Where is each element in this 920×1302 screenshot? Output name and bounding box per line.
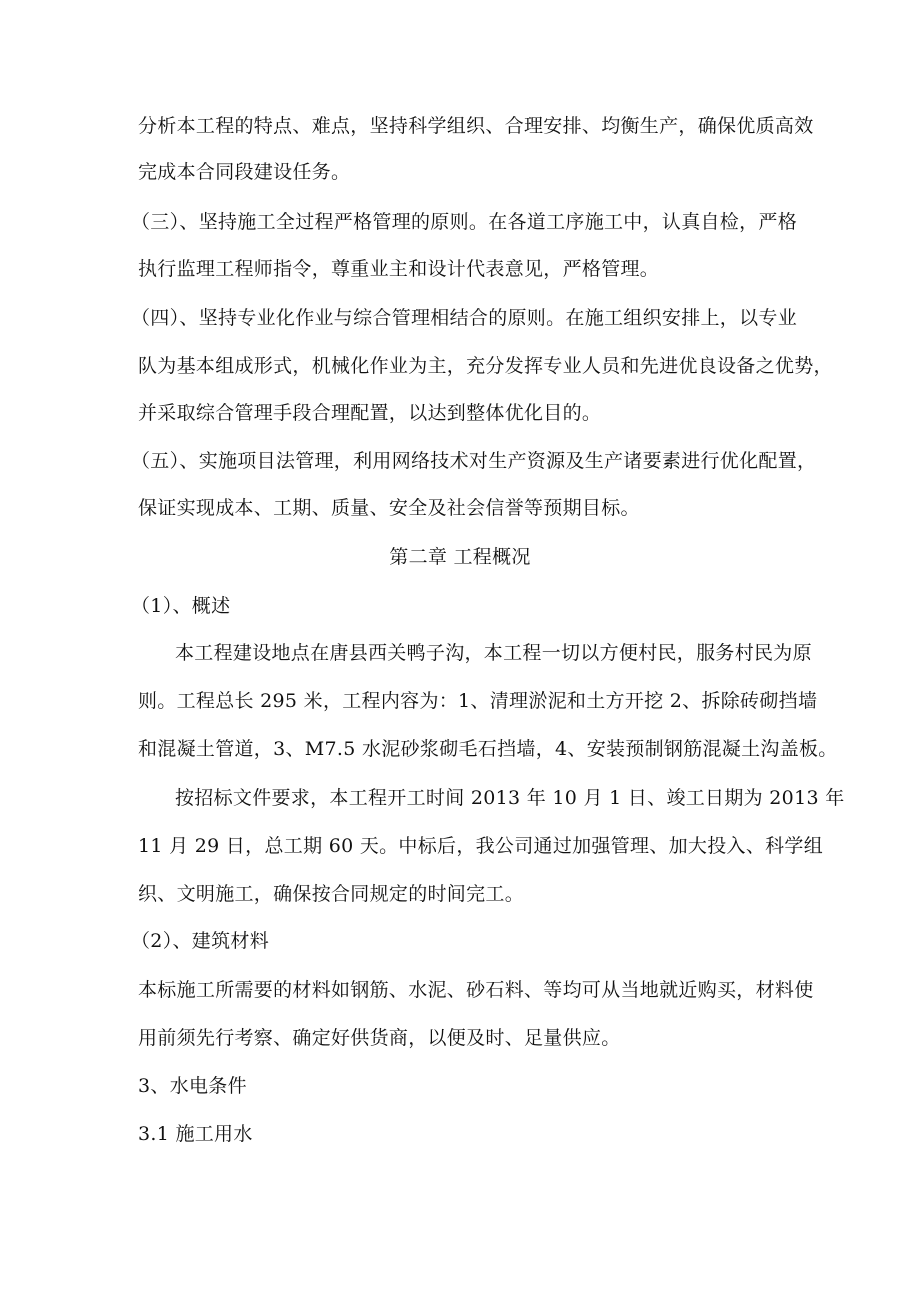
section-heading-utilities: 3、水电条件 (138, 1075, 247, 1097)
paragraph-line: 则。工程总长 295 米，工程内容为：1、清理淤泥和土方开挖 2、拆除砖砌挡墙 (138, 690, 818, 712)
paragraph-line: 本工程建设地点在唐县西关鸭子沟，本工程一切以方便村民，服务村民为原 (175, 642, 812, 664)
principle-three-line: （三）、坚持施工全过程严格管理的原则。在各道工序施工中，认真自检，严格 (131, 211, 798, 233)
principle-four-line: （四）、坚持专业化作业与综合管理相结合的原则。在施工组织安排上，以专业 (131, 307, 798, 329)
paragraph-line: 按招标文件要求，本工程开工时间 2013 年 10 月 1 日、竣工日期为 2013 年 (175, 787, 845, 809)
paragraph-line: 和混凝土管道，3、M7.5 水泥砂浆砌毛石挡墙，4、安装预制钢筋混凝土沟盖板。 (138, 738, 838, 760)
principle-five-line: （五）、实施项目法管理，利用网络技术对生产资源及生产诸要素进行优化配置， (131, 450, 817, 472)
paragraph-line: 执行监理工程师指令，尊重业主和设计代表意见，严格管理。 (138, 258, 660, 280)
paragraph-line: 保证实现成本、工期、质量、安全及社会信誉等预期目标。 (138, 497, 640, 519)
section-heading-overview: （1）、概述 (131, 595, 231, 617)
paragraph-line: 用前须先行考察、确定好供货商，以便及时、足量供应。 (138, 1027, 621, 1049)
paragraph-line: 队为基本组成形式，机械化作业为主，充分发挥专业人员和先进优良设备之优势， (138, 355, 833, 377)
paragraph-line: 11 月 29 日，总工期 60 天。中标后，我公司通过加强管理、加大投入、科学组 (138, 835, 824, 857)
paragraph-line: 并采取综合管理手段合理配置，以达到整体优化目的。 (138, 402, 602, 424)
chapter-heading: 第二章 工程概况 (389, 546, 531, 568)
section-heading-materials: （2）、建筑材料 (131, 930, 269, 952)
paragraph-line: 本标施工所需要的材料如钢筋、水泥、砂石料、等均可从当地就近购买，材料使 (138, 979, 814, 1001)
paragraph-line: 织、文明施工，确保按合同规定的时间完工。 (138, 883, 525, 905)
paragraph-line: 分析本工程的特点、难点，坚持科学组织、合理安排、均衡生产，确保优质高效 (138, 115, 814, 137)
subsection-heading-water: 3.1 施工用水 (138, 1123, 253, 1145)
paragraph-line: 完成本合同段建设任务。 (138, 161, 351, 183)
